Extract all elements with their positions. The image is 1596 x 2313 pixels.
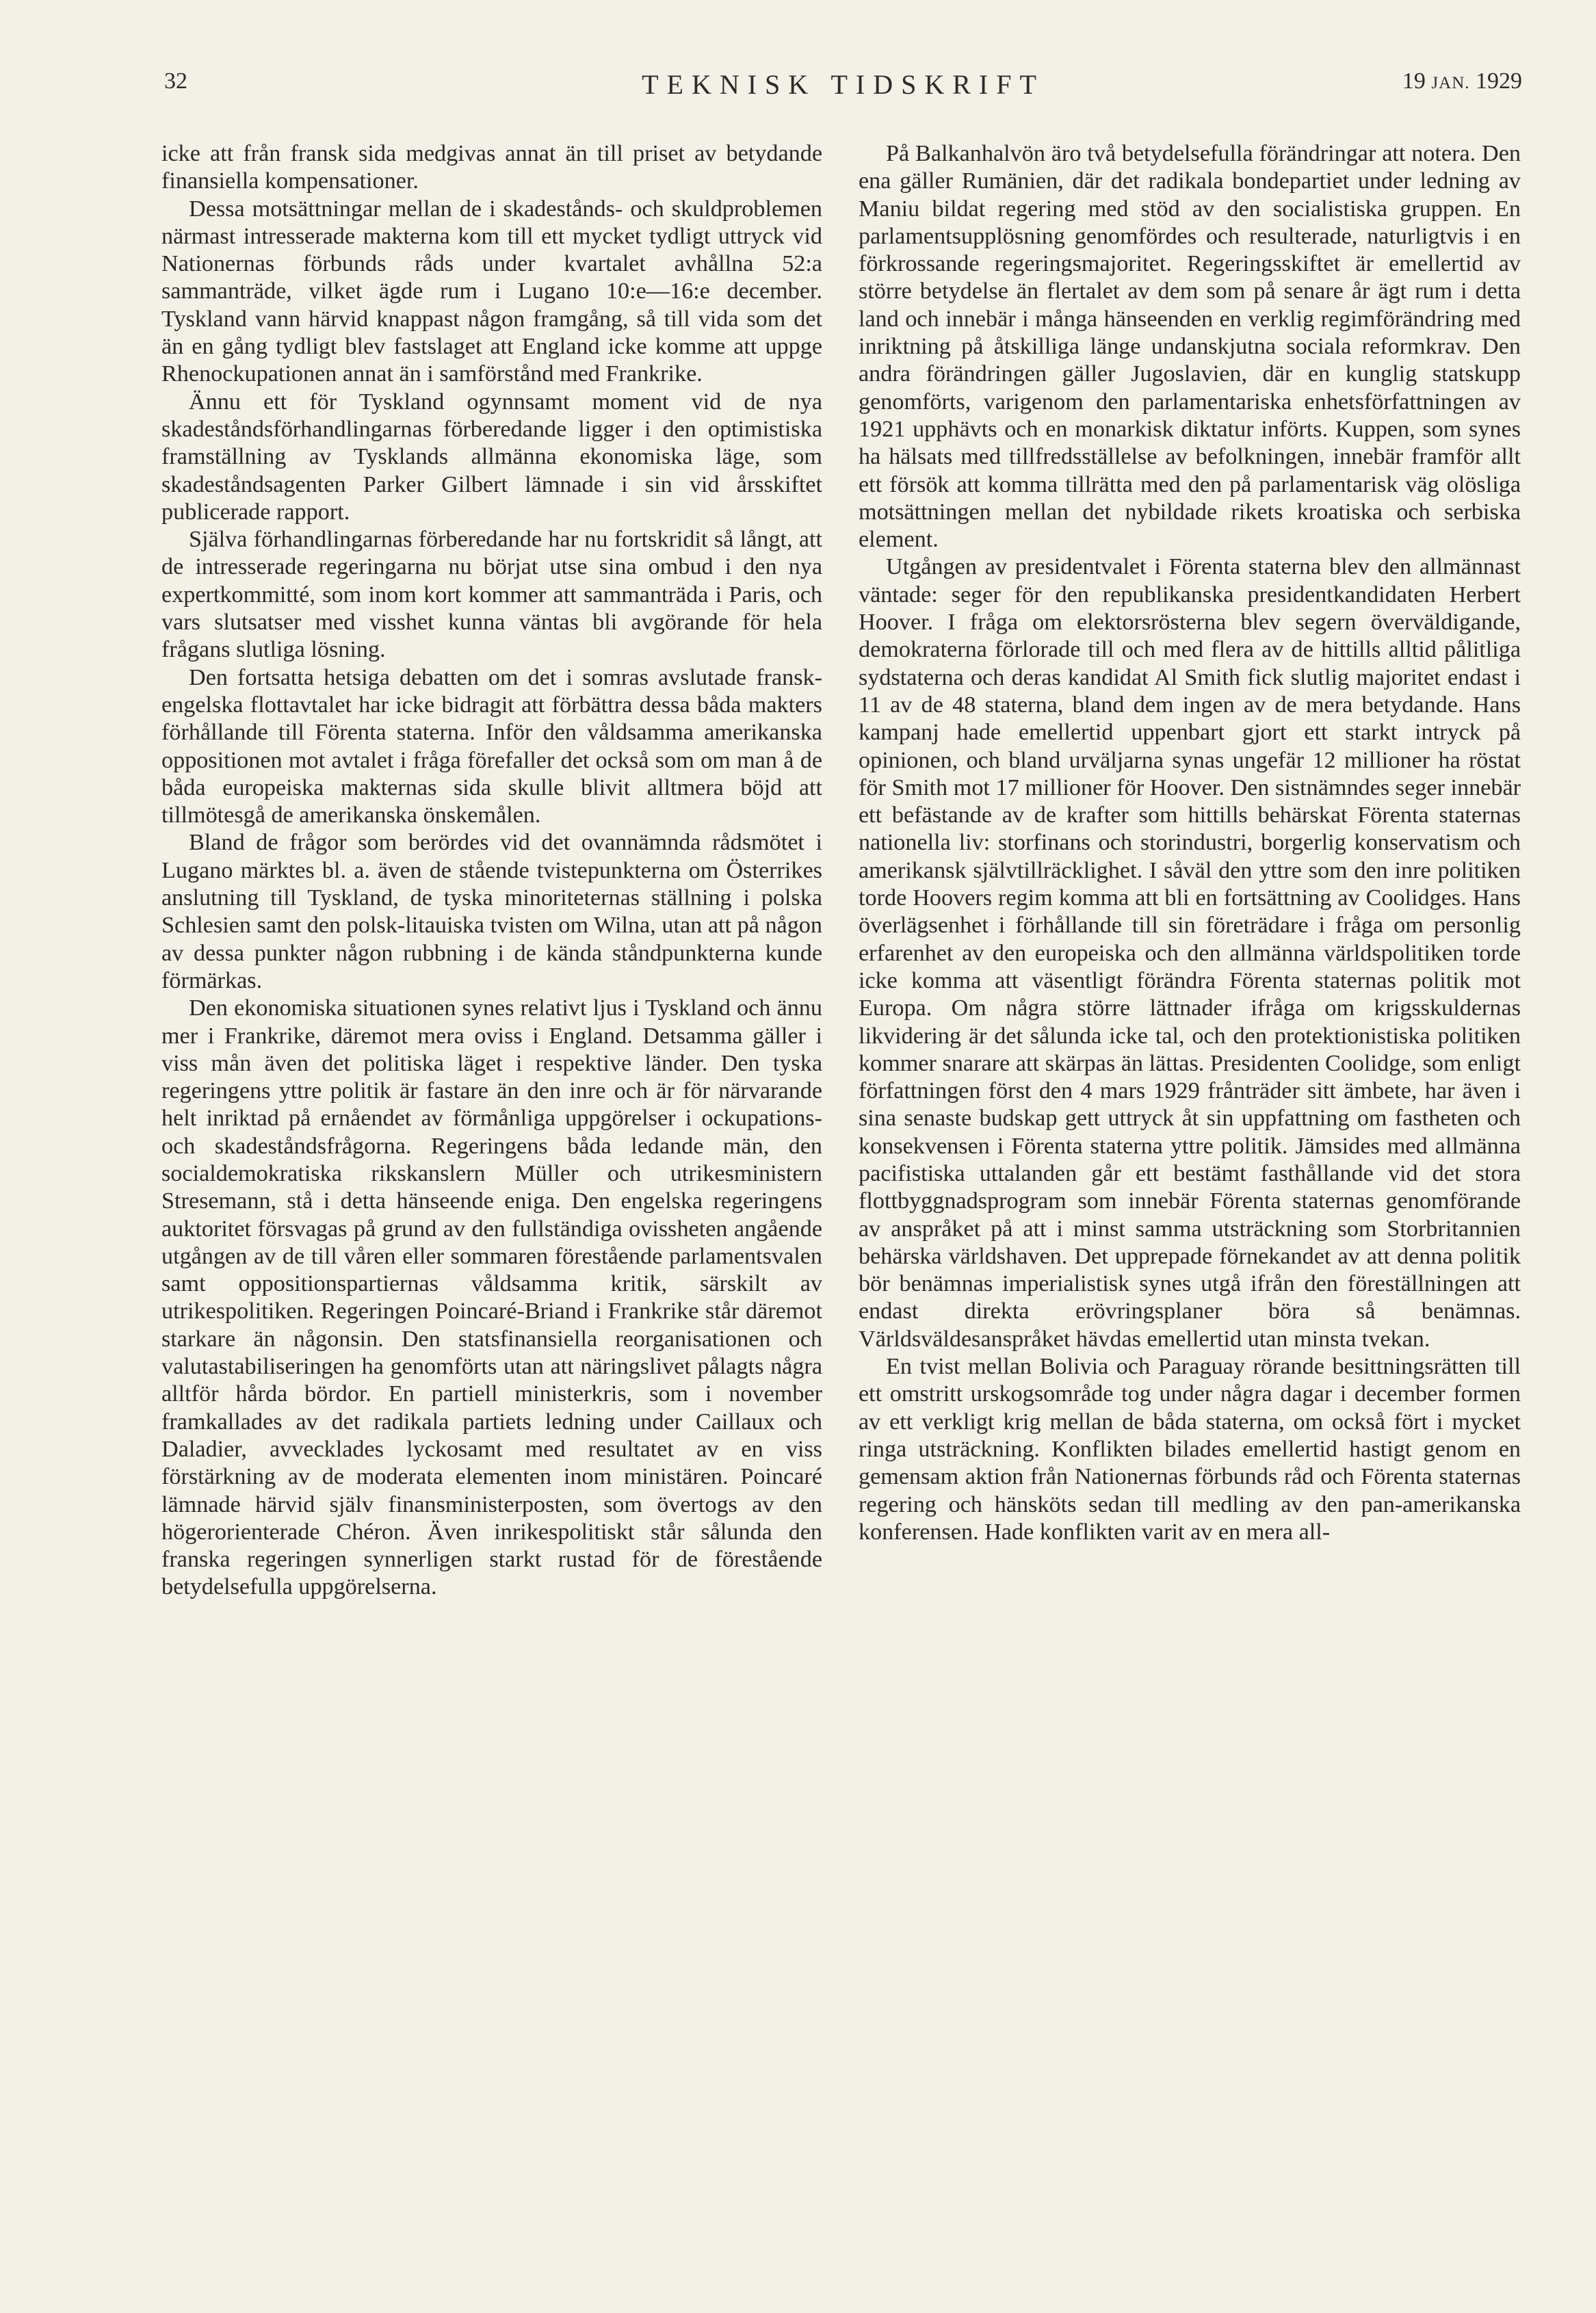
running-header — [164, 68, 1522, 109]
paragraph: Utgången av presidentvalet i Förenta staterna blev den allmännast väntade: seger för den republikanska presidentkandidaten Herbert Hoover. I fråga om elektorsrösterna blev segern överväldigande, demokraterna förlorade till och med flera av de hittills alltid pålitliga sydstaterna och deras kandidat Al Smith fick slutlig majoritet endast i 11 av de 48 staterna, bland dem ingen av de mera betydande. Hans kampanj hade emellertid uppenbart gjort ett starkt intryck på opinionen, och bland urväljarna synas ungefär 12 millioner ha röstat för Smith mot 17 millioner för Hoover. Den sistnämndes seger innebär ett befästande av de krafter som hittills behärskat Förenta staternas nationella liv: storfinans och storindustri, borgerlig konservatism och amerikansk självtillräcklighet. I såväl den yttre som den inre politiken torde Hoovers regim komma att bli en fortsättning av Coolidges. Hans överlägsenhet i förhållande till sin företrädare i fråga om personlig erfarenhet av den europeiska och den allmänna världspolitiken torde icke komma att väsentligt förändra Förenta staternas politik mot Europa. Om några större lättnader ifråga om krigsskuldernas likvidering är det sålunda icke tal, och den protektionistiska politiken kommer snarare att skärpas än lättas. Presidenten Coolidge, som enligt författningen först den 4 mars 1929 frånträder sitt ämbete, har även i sina senaste budskap gett uttryck åt sin uppfattning om fastheten och konsekvensen i Förenta staterna yttre politik. Jämsides med allmänna pacifistiska uttalanden går ett bestämt fasthållande vid det stora flottbyggnadsprogram som innebär Förenta staternas genomförande av anspråket på att i minst samma utsträckning som Storbritannien behärska världshaven. Det upprepade förnekandet av att denna politik bör benämnas imperialistisk synes utgå ifrån den föreställningen att endast direkta erövringsplaner böra så benämnas. Världsväldesanspråket hävdas emellertid utan minsta tvekan. — [859, 554, 1521, 1352]
issue-date — [1402, 68, 1522, 94]
page-number: 32 — [164, 68, 187, 94]
paragraph: Bland de frågor som berördes vid det ovannämnda rådsmötet i Lugano märktes bl. a. även de stående tvistepunkterna om Österrikes anslutning till Tyskland, de tyska minoriteternas ställning i polska Schlesien samt den polsk-litauiska tvisten om Wilna, utan att på någon av dessa punkter någon rubbning i de kända ståndpunkterna kunde förmärkas. — [161, 830, 822, 993]
paragraph: Den ekonomiska situationen synes relativt ljus i Tyskland och ännu mer i Frankrike, däremot mera oviss i England. Detsamma gäller i viss mån även det politiska läget i respektive länder. Den tyska regeringens yttre politik är fastare än den inre och är för närvarande helt inriktad på ernåendet av förmånliga uppgörelser i ockupations- och skadeståndsfrågorna. Regeringens båda ledande män, den socialdemokratiska rikskanslern Müller och utrikesministern Stresemann, stå i detta hänseende eniga. Den engelska regeringens auktoritet försvagas på grund av den fullständiga ovissheten angående utgången av de till våren eller sommaren förestående parlamentsvalen samt oppositionspartiernas våldsamma kritik, särskilt av utrikespolitiken. Regeringen Poincaré-Briand i Frankrike står däremot starkare än någonsin. Den statsfinansiella reorganisationen och valutastabiliseringen ha genomförts utan att näringslivet pålagts några alltför hårda bördor. En partiell ministerkris, som i november framkallades av det radikala partiets ledning under Caillaux och Daladier, avvecklades lyckosamt med resultatet av en viss förstärkning av de moderata elementen inom ministären. Poincaré lämnade härvid själv finansministerposten, som övertogs av den högerorienterade Chéron. Även inrikespolitiskt står sålunda den franska regeringen synnerligen starkt rustad för de förestående betydelsefulla uppgörelserna. — [161, 995, 822, 1600]
paragraph: En tvist mellan Bolivia och Paraguay rörande besittningsrätten till ett omstritt urskogsområde tog under några dagar i december formen av ett verkligt krig mellan de båda staterna, om också fört i mycket ringa utsträckning. Konflikten bilades emellertid hastigt genom en gemensam aktion från Nationernas förbunds råd och Förenta staternas regering och hänsköts sedan till medling av den pan-amerikanska konferensen. Hade konflikten varit av en mera all- — [859, 1354, 1521, 1545]
issue-date-day: 19 — [1402, 68, 1426, 94]
right-column — [859, 140, 1521, 1546]
paragraph: Den fortsatta hetsiga debatten om det i somras avslutade fransk-engelska flottavtalet har icke bidragit att förbättra dessa båda makters förhållande till Förenta staterna. Inför den våldsamma amerikanska oppositionen mot avtalet i fråga förefaller det också som om man å de båda europeiska makternas sida skulle blivit alltmera böjd att tillmötesgå de amerikanska önskemålen. — [161, 664, 822, 828]
paragraph: På Balkanhalvön äro två betydelsefulla förändringar att notera. Den ena gäller Rumänien, där det radikala bondepartiet under ledning av Maniu bildat regering med stöd av den socialistiska gruppen. En parlamentsupplösning genomfördes och resulterade, naturligtvis i en förkrossande regeringsmajoritet. Regeringsskiftet är emellertid av större betydelse än flertalet av dem som på senare år ägt rum i detta land och innebär i många hänseenden en verklig regimförändring med inriktning på åtskilliga länge undanskjutna sociala reformkrav. Den andra förändringen gäller Jugoslavien, där en kunglig statskupp genomförts, varigenom den parlamentariska enhetsförfattningen av 1921 upphävts och en monarkisk diktatur införts. Kuppen, som synes ha hälsats med tillfredsställelse av befolkningen, innebär framför allt ett försök att komma tillrätta med den på parlamentarisk väg olösliga motsättningen mellan det nybildade rikets kroatiska och serbiska element. — [859, 141, 1521, 553]
issue-date-year: 1929 — [1476, 68, 1522, 94]
left-column — [161, 140, 822, 1602]
journal-title: TEKNISK TIDSKRIFT — [642, 69, 1045, 100]
paragraph: icke att från fransk sida medgivas annat än till priset av betydande finansiella kompensationer. — [161, 141, 822, 194]
paragraph: Själva förhandlingarnas förberedande har nu fortskridit så långt, att de intresserade regeringarna nu börjat utse sina ombud i den nya expertkommitté, som inom kort kommer att sammanträda i Paris, och vars slutsatser med visshet kunna väntas bli avgörande för hela frågans slutliga lösning. — [161, 527, 822, 663]
paragraph: Dessa motsättningar mellan de i skadestånds- och skuldproblemen närmast intresserade makterna kom till ett mycket tydligt uttryck vid Nationernas förbunds råds under kvartalet avhållna 52:a sammanträde, vilket ägde rum i Lugano 10:e—16:e december. Tyskland vann härvid knappast någon framgång, så till vida som det än en gång tydligt blev fastslaget att England icke komme att uppge Rhenockupationen annat än i samförstånd med Frankrike. — [161, 196, 822, 387]
paragraph: Ännu ett för Tyskland ogynnsamt moment vid de nya skadeståndsförhandlingarnas förberedande ligger i den optimistiska framställning av Tysklands allmänna ekonomiska läge, som skadeståndsagenten Parker Gilbert lämnade i sin vid årsskiftet publicerade rapport. — [161, 389, 822, 525]
issue-date-month: JAN. — [1431, 74, 1470, 92]
